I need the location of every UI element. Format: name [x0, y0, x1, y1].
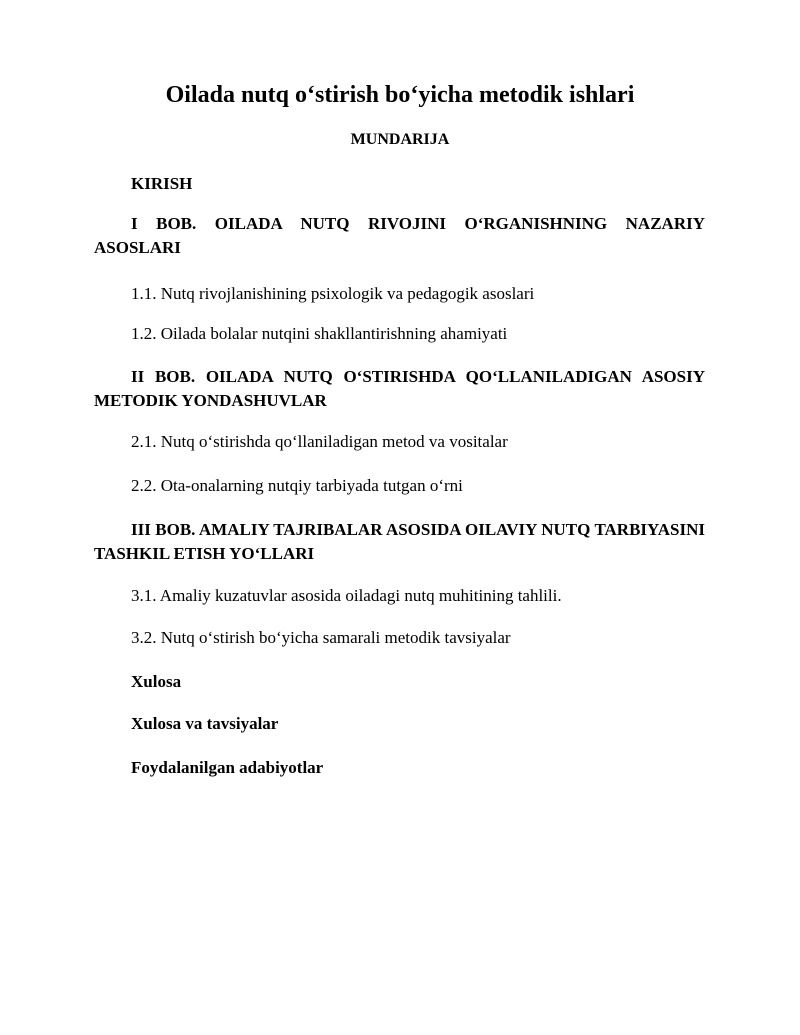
toc-entry-chapter-1: I BOB. OILADA NUTQ RIVOJINI O‘RGANISHNING NAZARIY ASOSLARI	[94, 214, 705, 257]
toc-entry-chapter-2: II BOB. OILADA NUTQ O‘STIRISHDA QO‘LLANILADIGAN ASOSIY METODIK YONDASHUVLAR	[94, 367, 705, 410]
toc-entry-section-3-1: 3.1. Amaliy kuzatuvlar asosida oiladagi nutq muhitining tahlili.	[131, 586, 562, 605]
toc-entry-references: Foydalanilgan adabiyotlar	[131, 758, 324, 777]
toc-entry-conclusion: Xulosa	[131, 672, 182, 691]
toc-heading: MUNDARIJA	[350, 131, 450, 148]
toc-entry-section-1-2: 1.2. Oilada bolalar nutqini shakllantirishning ahamiyati	[131, 324, 508, 343]
toc-entry-section-2-1: 2.1. Nutq o‘stirishda qo‘llaniladigan metod va vositalar	[131, 432, 508, 451]
toc-entry-section-2-2: 2.2. Ota-onalarning nutqiy tarbiyada tutgan o‘rni	[131, 476, 463, 495]
toc-entry-chapter-3: III BOB. AMALIY TAJRIBALAR ASOSIDA OILAVIY NUTQ TARBIYASINI TASHKIL ETISH YO‘LLARI	[94, 520, 705, 563]
toc-entry-section-3-2: 3.2. Nutq o‘stirish bo‘yicha samarali metodik tavsiyalar	[131, 628, 511, 647]
toc-entry-introduction: KIRISH	[131, 174, 193, 193]
toc-entry-conclusion-recommendations: Xulosa va tavsiyalar	[131, 714, 279, 733]
toc-entry-section-1-1: 1.1. Nutq rivojlanishining psixologik va pedagogik asoslari	[131, 284, 535, 303]
document-title: Oilada nutq o‘stirish bo‘yicha metodik ishlari	[165, 82, 635, 108]
